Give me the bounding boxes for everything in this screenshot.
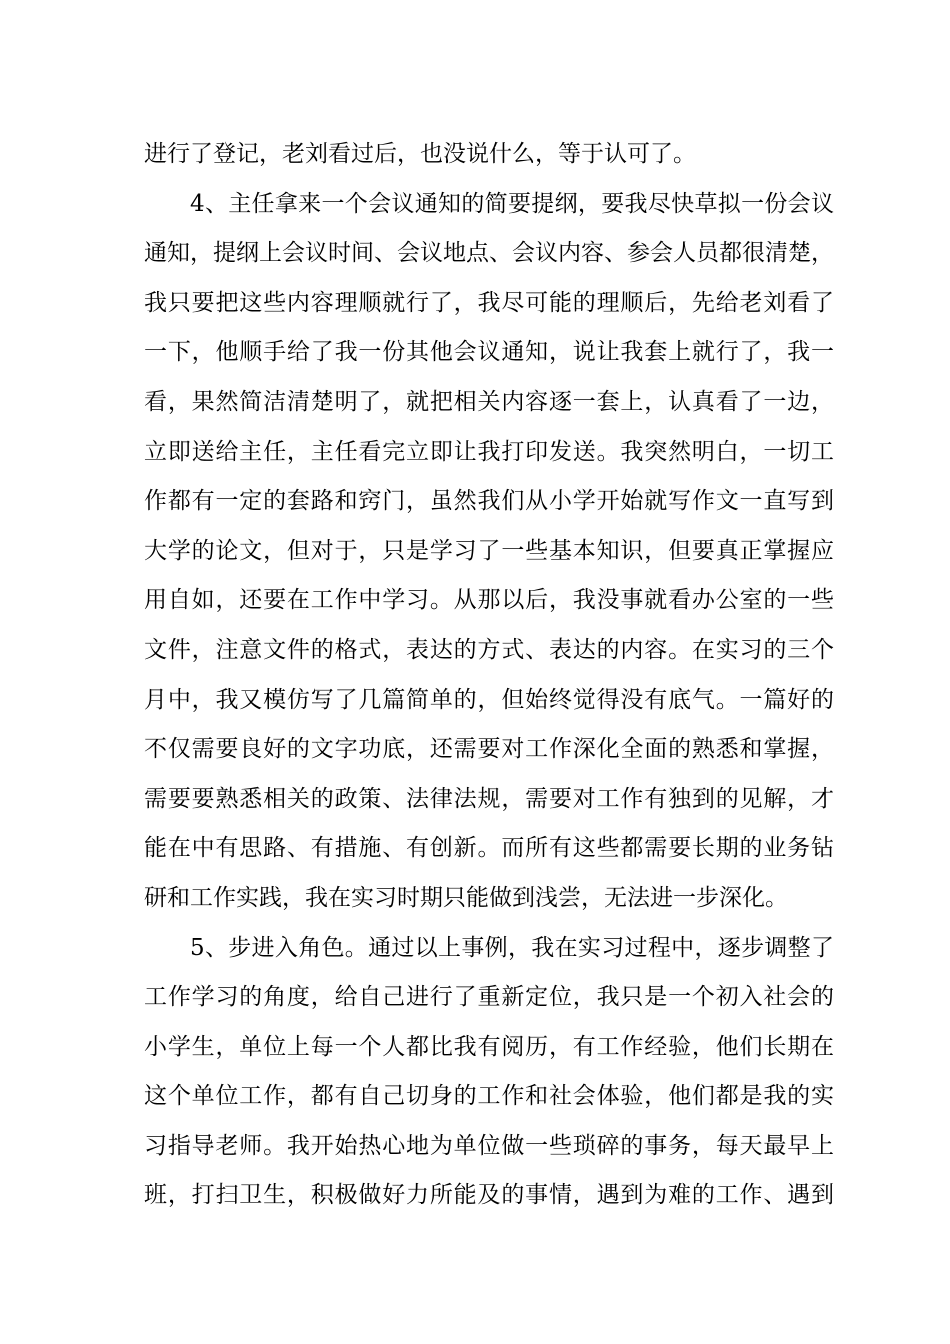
text-line: 一下，他顺手给了我一份其他会议通知，说让我套上就行了，我一 <box>144 339 834 366</box>
text-line: 通知，提纲上会议时间、会议地点、会议内容、参会人员都很清楚， <box>144 240 834 267</box>
body-text <box>144 130 834 1221</box>
text-line: 5、步进入角色。通过以上事例，我在实习过程中，逐步调整了 <box>190 934 834 961</box>
text-line: 进行了登记，老刘看过后，也没说什么，等于认可了。 <box>144 141 696 167</box>
text-line: 班，打扫卫生，积极做好力所能及的事情，遇到为难的工作、遇到 <box>144 1182 834 1209</box>
text-line: 月中，我又模仿写了几篇简单的，但始终觉得没有底气。一篇好的 <box>144 686 834 713</box>
text-line: 需要要熟悉相关的政策、法律法规，需要对工作有独到的见解，才 <box>144 785 834 812</box>
text-line: 大学的论文，但对于，只是学习了一些基本知识，但要真正掌握应 <box>144 537 834 564</box>
text-line: 工作学习的角度，给自己进行了重新定位，我只是一个初入社会的 <box>144 984 834 1011</box>
text-line: 文件，注意文件的格式，表达的方式、表达的内容。在实习的三个 <box>144 636 834 663</box>
text-line: 习指导老师。我开始热心地为单位做一些琐碎的事务，每天最早上 <box>144 1132 834 1159</box>
text-line: 能在中有思路、有措施、有创新。而所有这些都需要长期的业务钻 <box>144 835 834 862</box>
text-line: 这个单位工作，都有自己切身的工作和社会体验，他们都是我的实 <box>144 1083 834 1110</box>
text-line: 立即送给主任，主任看完立即让我打印发送。我突然明白，一切工 <box>144 438 834 465</box>
text-line: 用自如，还要在工作中学习。从那以后，我没事就看办公室的一些 <box>144 587 834 614</box>
text-line: 4、主任拿来一个会议通知的简要提纲，要我尽快草拟一份会议 <box>190 190 834 217</box>
text-line: 小学生，单位上每一个人都比我有阅历，有工作经验，他们长期在 <box>144 1033 834 1060</box>
text-line: 作都有一定的套路和窍门，虽然我们从小学开始就写作文一直写到 <box>144 488 834 515</box>
text-line: 研和工作实践，我在实习时期只能做到浅尝，无法进一步深化。 <box>144 884 788 911</box>
text-line: 我只要把这些内容理顺就行了，我尽可能的理顺后，先给老刘看了 <box>144 289 834 316</box>
text-line: 看，果然简洁清楚明了，就把相关内容逐一套上，认真看了一边， <box>144 388 834 415</box>
text-line: 不仅需要良好的文字功底，还需要对工作深化全面的熟悉和掌握， <box>144 736 834 763</box>
